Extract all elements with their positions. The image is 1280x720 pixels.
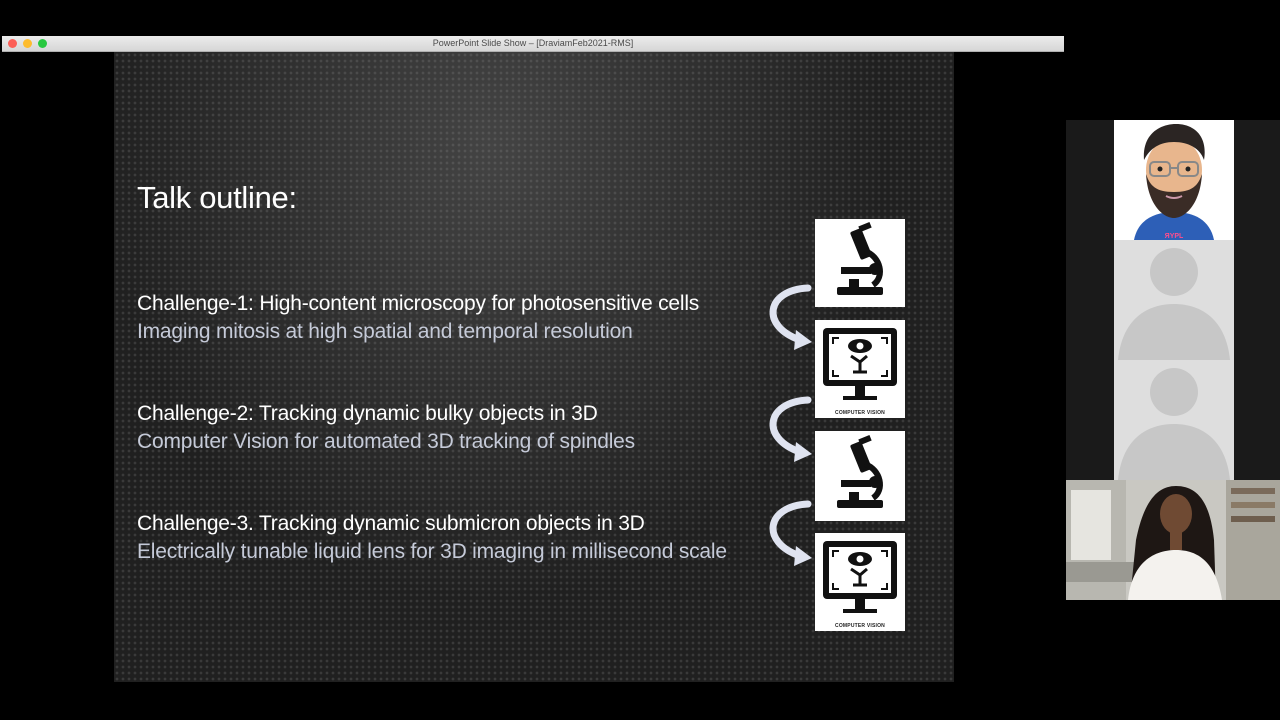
microscope-icon xyxy=(815,219,905,307)
user-silhouette-icon xyxy=(1114,240,1234,360)
shirt-text: ЯYPL xyxy=(1164,233,1184,240)
participant-tile[interactable] xyxy=(1114,240,1234,360)
computer-vision-caption: COMPUTER VISION xyxy=(835,623,885,629)
slide[interactable] xyxy=(114,52,954,682)
bitmoji-avatar-icon xyxy=(1114,120,1234,240)
curved-arrow-icon xyxy=(756,496,812,566)
computer-vision-caption: COMPUTER VISION xyxy=(835,410,885,416)
participant-tile[interactable] xyxy=(1114,360,1234,480)
challenge-heading: Challenge-3. Tracking dynamic submicron objects in 3D xyxy=(137,512,645,535)
presenter-video[interactable] xyxy=(1066,480,1280,600)
challenge-subtitle: Computer Vision for automated 3D tracking of spindles xyxy=(137,430,635,453)
challenge-2 xyxy=(137,400,635,456)
curved-arrow-icon xyxy=(756,392,812,462)
curved-arrow-icon xyxy=(756,280,812,350)
user-silhouette-icon xyxy=(1114,360,1234,480)
presenter-video-frame xyxy=(1066,480,1280,600)
presentation-window xyxy=(2,36,1064,684)
slide-title: Talk outline: xyxy=(137,180,297,215)
challenge-heading: Challenge-2: Tracking dynamic bulky objects in 3D xyxy=(137,402,598,425)
window-titlebar xyxy=(2,36,1064,52)
challenge-heading: Challenge-1: High-content microscopy for photosensitive cells xyxy=(137,292,700,315)
window-title: PowerPoint Slide Show – [DraviamFeb2021-RMS] xyxy=(432,38,634,48)
computer-vision-icon xyxy=(815,533,905,631)
computer-vision-icon xyxy=(815,320,905,418)
challenge-subtitle: Electrically tunable liquid lens for 3D imaging in millisecond scale xyxy=(137,540,727,563)
microscope-icon xyxy=(815,431,905,521)
challenge-1 xyxy=(137,290,699,346)
participant-tile[interactable] xyxy=(1114,120,1234,240)
participants-panel xyxy=(1066,120,1280,600)
challenge-3 xyxy=(137,510,727,566)
challenge-subtitle: Imaging mitosis at high spatial and temporal resolution xyxy=(137,320,633,343)
